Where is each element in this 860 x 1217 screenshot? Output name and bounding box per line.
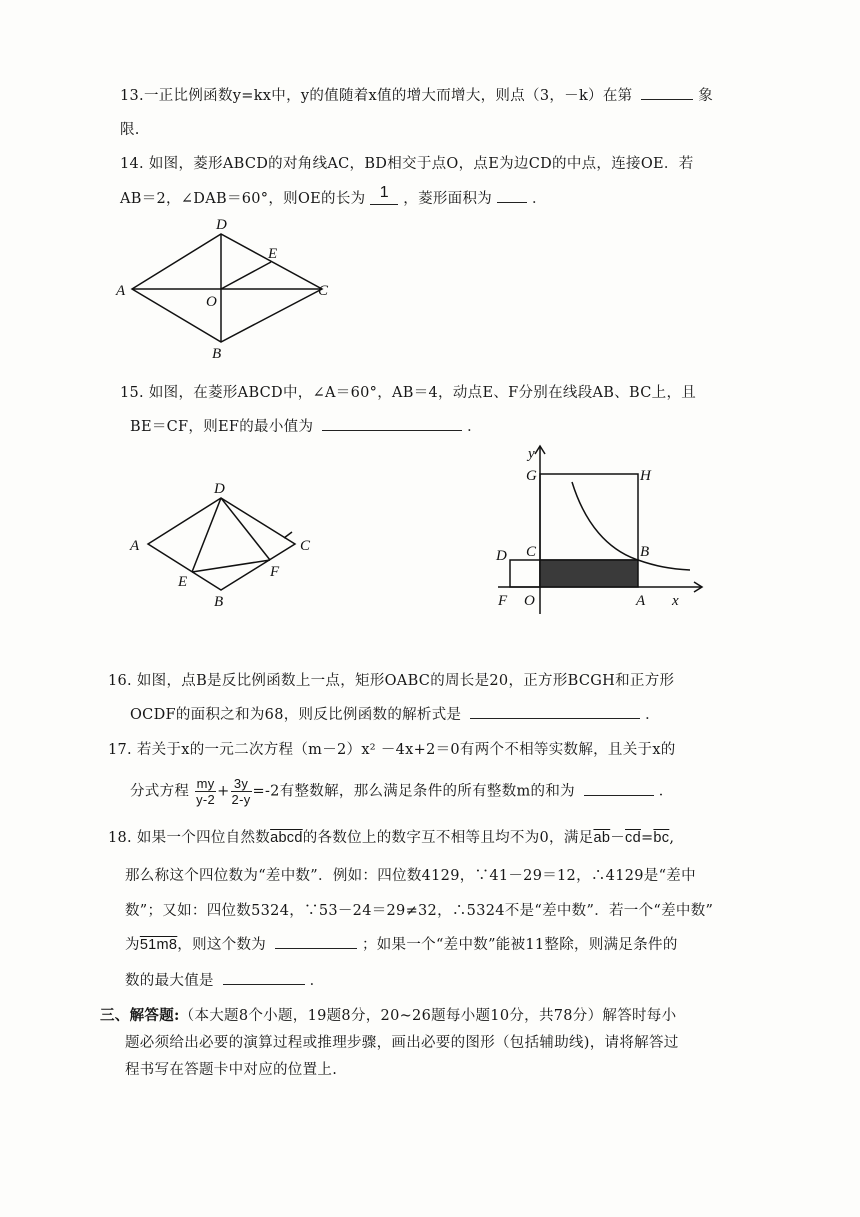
q14-line2: AB＝2，∠DAB＝60°，则OE的长为 1 ，菱形面积为 ． xyxy=(120,184,547,207)
label-h: H xyxy=(640,468,651,484)
fraction-3y-over-2-y: $\frac{3y}{2-y}$ xyxy=(231,776,251,807)
label-o: O xyxy=(524,593,535,609)
q14-rhombus-figure xyxy=(110,212,340,362)
q15-rhombus-figure xyxy=(120,476,330,611)
label-b: B xyxy=(640,544,650,560)
q18-line3: 数”；又如：四位数5324，∵53－24＝29≠32，∴5324不是“差中数”．若一个“差中数” xyxy=(125,903,714,919)
label-a: A xyxy=(130,538,140,554)
q13-answer-blank[interactable] xyxy=(641,85,693,100)
q18-max-blank[interactable] xyxy=(223,970,305,985)
label-b: B xyxy=(212,346,222,362)
label-d: D xyxy=(496,548,507,564)
section3-line1: 三、解答题:（本大题8个小题，19题8分，20~26题每小题10分，共78分）解答时每小 xyxy=(100,1007,677,1024)
q14-line1: 14. 如图，菱形ABCD的对角线AC，BD相交于点O，点E为边CD的中点，连接OE．若 xyxy=(120,156,694,172)
hyperbola-curve xyxy=(572,482,690,570)
q18-line2: 那么称这个四位数为“差中数”．例如：四位数4129，∵41－29＝12，∴4129是“差中 xyxy=(125,868,696,884)
fraction-my-over-y-2: $\frac{my}{y-2}$ xyxy=(196,776,216,807)
label-d: D xyxy=(214,481,225,497)
tick-mark xyxy=(284,532,292,538)
q15-line1: 15. 如图，在菱形ABCD中，∠A＝60°，AB＝4，动点E、F分别在线段AB、BC上，且 xyxy=(120,385,697,401)
section3-line2: 题必须给出必要的演算过程或推理步骤，画出必要的图形（包括辅助线)，请将解答过 xyxy=(125,1035,679,1051)
rhombus-abcd xyxy=(132,234,322,342)
segment-df xyxy=(221,498,270,560)
segment-de xyxy=(192,498,221,572)
q17-line1: 17. 若关于x的一元二次方程（m－2）x² －4x+2＝0有两个不相等实数解，且关于x的 xyxy=(108,742,676,758)
q14-oe-answer[interactable]: 1 xyxy=(370,190,398,205)
q18-line5: 数的最大值是 ． xyxy=(125,969,324,990)
q13-line1 xyxy=(120,84,713,105)
label-o: O xyxy=(206,294,217,310)
label-y: y xyxy=(528,446,535,462)
q16-answer-blank[interactable] xyxy=(470,704,640,719)
q15-answer-blank[interactable] xyxy=(322,416,462,431)
q13-line2: 限. xyxy=(120,122,140,138)
q16-line2: OCDF的面积之和为68，则反比例函数的解析式是 ． xyxy=(130,703,660,724)
rectangle-oabc-shaded xyxy=(540,560,638,587)
label-x: x xyxy=(672,593,679,609)
label-g: G xyxy=(526,468,537,484)
label-c: C xyxy=(526,544,537,560)
label-c: C xyxy=(300,538,311,554)
q13-text: 13.一正比例函数y=kx中，y的值随着x值的增大而增大，则点（3，－k）在第 xyxy=(120,88,633,104)
label-a: A xyxy=(636,593,646,609)
q16-line1: 16. 如图，点B是反比例函数上一点，矩形OABC的周长是20，正方形BCGH和正方形 xyxy=(108,673,675,689)
q17-line2: 分式方程 $\frac{my}{y-2}$ + $\frac{3y}{2-y}$ =-2有整数解，那么满足条件的所有整数m的和为 ． xyxy=(130,776,674,807)
label-f: F xyxy=(270,564,280,580)
label-e: E xyxy=(268,246,278,262)
q18-line4: 为51m8，则这个数为 ；如果一个“差中数”能被11整除，则满足条件的 xyxy=(125,933,678,954)
label-f: F xyxy=(498,593,508,609)
q14-area-blank[interactable] xyxy=(497,188,527,203)
q15-line2: BE＝CF，则EF的最小值为 ． xyxy=(130,415,482,436)
section3-heading: 三、解答题: xyxy=(100,1007,180,1024)
label-c: C xyxy=(318,283,329,299)
label-a: A xyxy=(116,283,126,299)
label-e: E xyxy=(178,574,188,590)
square-bcgh xyxy=(540,474,638,560)
q17-answer-blank[interactable] xyxy=(584,781,654,796)
section3-line3: 程书写在答题卡中对应的位置上. xyxy=(125,1062,338,1078)
label-d: D xyxy=(216,217,227,233)
q18-number-blank[interactable] xyxy=(275,934,357,949)
square-ocdf xyxy=(510,560,540,587)
label-b: B xyxy=(214,594,224,610)
segment-oe xyxy=(221,262,271,289)
q13-end: 象 xyxy=(698,88,714,104)
q16-coordinate-figure xyxy=(490,436,715,618)
q18-line1: 18. 如果一个四位自然数abcd的各数位上的数字互不相等且均不为0，满足$\overline{ab}-\overline{cd}=\overline{bc}$, xyxy=(108,830,675,846)
